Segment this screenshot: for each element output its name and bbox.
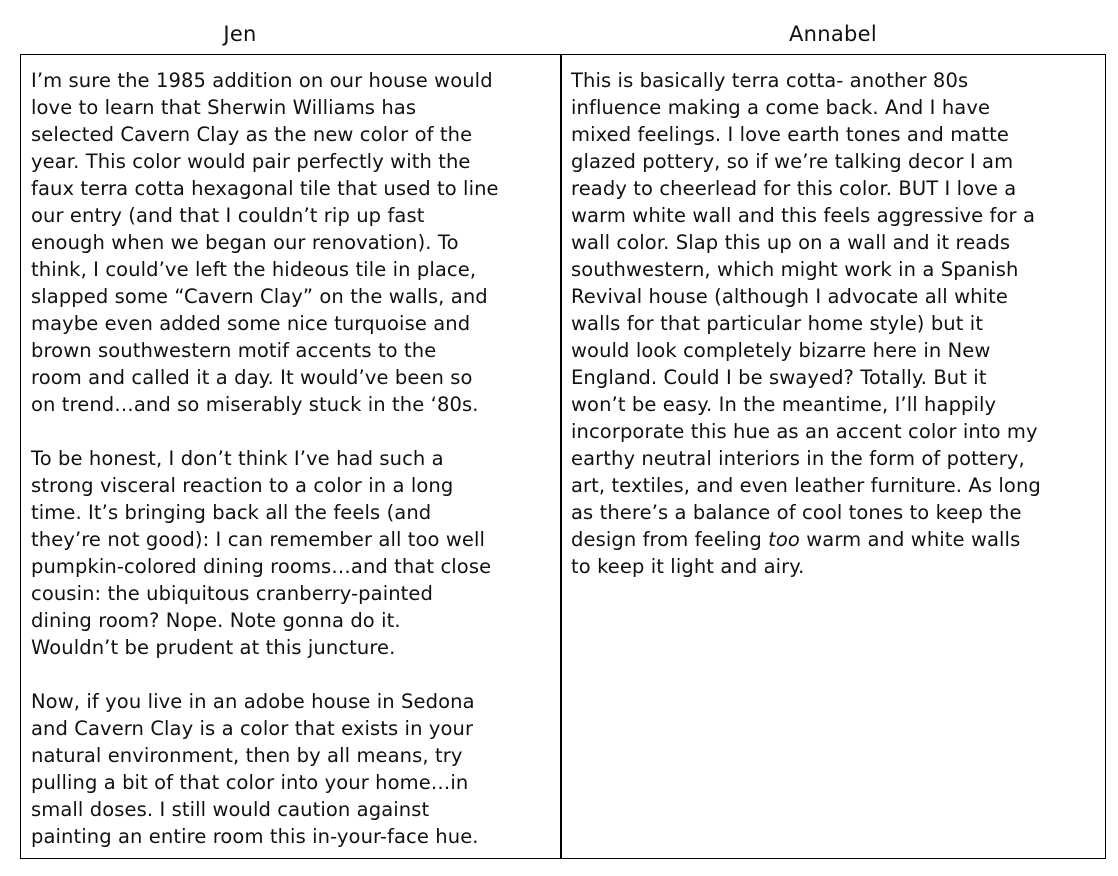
annabel-line: wall color. Slap this up on a wall and it reads [571, 231, 1011, 254]
annabel-line-head: design from feeling [571, 528, 769, 551]
paragraph-gap [31, 418, 555, 445]
jen-line: faux terra cotta hexagonal tile that used to line [31, 177, 499, 200]
jen-line: think, I could’ve left the hideous tile in place, [31, 258, 477, 281]
jen-line: year. This color would pair perfectly with the [31, 150, 471, 173]
annabel-line-with-emphasis [571, 526, 1101, 553]
annabel-line: would look completely bizarre here in New [571, 339, 991, 362]
column-header-jen: Jen [223, 22, 257, 46]
annabel-line: This is basically terra cotta- another 80s [571, 69, 969, 92]
jen-line: To be honest, I don’t think I’ve had such a [31, 447, 444, 470]
jen-line: slapped some “Cavern Clay” on the walls, and [31, 285, 488, 308]
jen-line: enough when we began our renovation). To [31, 231, 459, 254]
jen-line: time. It’s bringing back all the feels (and [31, 501, 432, 524]
column-headers [20, 20, 1106, 52]
annabel-line: warm white wall and this feels aggressive for a [571, 204, 1035, 227]
annabel-line: to keep it light and airy. [571, 555, 805, 578]
annabel-line-tail: warm and white walls [799, 528, 1021, 551]
jen-line: maybe even added some nice turquoise and [31, 312, 471, 335]
annabel-column-text [571, 67, 1101, 580]
jen-line: natural environment, then by all means, try [31, 744, 463, 767]
jen-line: cousin: the ubiquitous cranberry-painted [31, 582, 433, 605]
annabel-line: earthy neutral interiors in the form of pottery, [571, 447, 1025, 470]
jen-line: love to learn that Sherwin Williams has [31, 96, 417, 119]
annabel-line: ready to cheerlead for this color. BUT I love a [571, 177, 1017, 200]
annabel-line: influence making a come back. And I have [571, 96, 991, 119]
annabel-line: Revival house (although I advocate all white [571, 285, 1008, 308]
annabel-line: incorporate this hue as an accent color into my [571, 420, 1038, 443]
jen-line: Wouldn’t be prudent at this juncture. [31, 636, 396, 659]
emphasis-word: too [768, 528, 800, 551]
column-header-annabel: Annabel [788, 22, 878, 46]
annabel-line: glazed pottery, so if we’re talking decor I am [571, 150, 1014, 173]
jen-line: brown southwestern motif accents to the [31, 339, 437, 362]
annabel-line: walls for that particular home style) but it [571, 312, 984, 335]
jen-line: painting an entire room this in-your-face hue. [31, 825, 479, 848]
annabel-line: mixed feelings. I love earth tones and matte [571, 123, 1009, 146]
jen-line: I’m sure the 1985 addition on our house would [31, 69, 493, 92]
column-divider [560, 55, 562, 858]
jen-line: strong visceral reaction to a color in a long [31, 474, 454, 497]
jen-line: pulling a bit of that color into your home…in [31, 771, 469, 794]
jen-line: Now, if you live in an adobe house in Sedona [31, 690, 475, 713]
paragraph-gap [31, 661, 555, 688]
jen-line: pumpkin-colored dining rooms…and that close [31, 555, 492, 578]
jen-line: selected Cavern Clay as the new color of the [31, 123, 473, 146]
comparison-table [20, 54, 1106, 859]
annabel-line: art, textiles, and even leather furniture. As long [571, 474, 1041, 497]
jen-line: they’re not good): I can remember all too well [31, 528, 486, 551]
jen-line: on trend…and so miserably stuck in the ‘80s. [31, 393, 479, 416]
jen-column-text [31, 67, 555, 850]
jen-line: room and called it a day. It would’ve been so [31, 366, 473, 389]
annabel-line: as there’s a balance of cool tones to keep the [571, 501, 1022, 524]
jen-line: small doses. I still would caution against [31, 798, 430, 821]
annabel-line: southwestern, which might work in a Spanish [571, 258, 1019, 281]
annabel-line: England. Could I be swayed? Totally. But it [571, 366, 987, 389]
annabel-line: won’t be easy. In the meantime, I’ll happily [571, 393, 997, 416]
jen-line: dining room? Nope. Note gonna do it. [31, 609, 401, 632]
jen-line: our entry (and that I couldn’t rip up fast [31, 204, 425, 227]
jen-line: and Cavern Clay is a color that exists in your [31, 717, 474, 740]
